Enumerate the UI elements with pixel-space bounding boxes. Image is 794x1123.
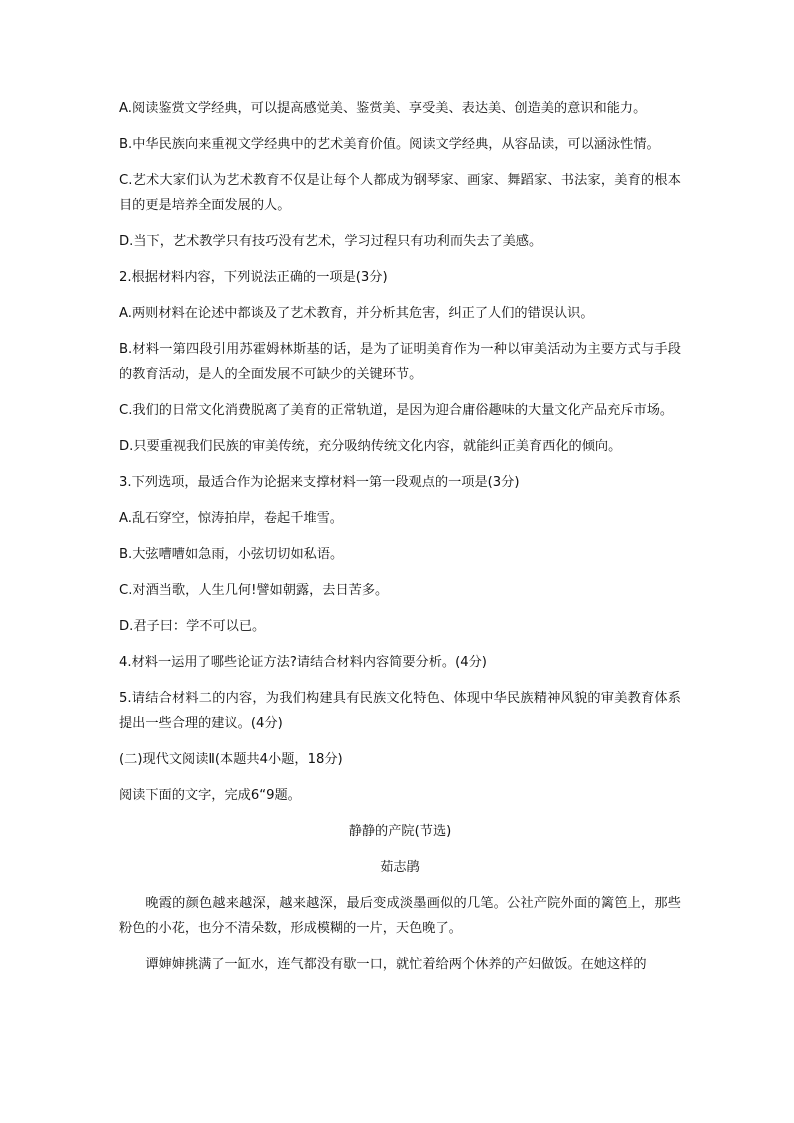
question-5: 5.请结合材料二的内容，为我们构建具有民族文化特色、体现中华民族精神风貌的审美教育体系提出一些合理的建议。(4分) bbox=[119, 691, 681, 731]
section-heading: (二)现代文阅读Ⅱ(本题共4小题，18分) bbox=[119, 752, 343, 767]
passage-paragraph-2: 谭婶婶挑满了一缸水，连气都没有歇一口，就忙着给两个休养的产妇做饭。在她这样的 bbox=[145, 957, 647, 972]
passage-author: 茹志鹃 bbox=[380, 860, 420, 875]
question-2: 2.根据材料内容，下列说法正确的一项是(3分) bbox=[119, 270, 388, 285]
passage-paragraph-1: 晚霞的颜色越来越深，越来越深，最后变成淡墨画似的几笔。公社产院外面的篱笆上，那些粉色的小花，也分不清朵数，形成模糊的一片，天色晚了。 bbox=[119, 896, 681, 936]
question-2-option-b: B.材料一第四段引用苏霍姆林斯基的话，是为了证明美育作为一种以审美活动为主要方式与手段的教育活动，是人的全面发展不可缺少的关键环节。 bbox=[119, 342, 681, 382]
option-a: A.阅读鉴赏文学经典，可以提高感觉美、鉴赏美、享受美、表达美、创造美的意识和能力。 bbox=[119, 101, 647, 116]
option-b: B.中华民族向来重视文学经典中的艺术美育价值。阅读文学经典，从容品读，可以涵泳性情。 bbox=[119, 137, 660, 152]
question-3-option-b: B.大弦嘈嘈如急雨，小弦切切如私语。 bbox=[119, 547, 344, 562]
question-3-option-c: C.对酒当歌，人生几何!譬如朝露，去日苦多。 bbox=[119, 583, 389, 598]
question-4: 4.材料一运用了哪些论证方法?请结合材料内容简要分析。(4分) bbox=[119, 655, 487, 670]
question-2-option-a: A.两则材料在论述中都谈及了艺术教育，并分析其危害，纠正了人们的错误认识。 bbox=[119, 306, 594, 321]
document-page bbox=[119, 96, 681, 988]
question-2-option-c: C.我们的日常文化消费脱离了美育的正常轨道，是因为迎合庸俗趣味的大量文化产品充斥市场。 bbox=[119, 403, 674, 418]
question-2-option-d: D.只要重视我们民族的审美传统，充分吸纳传统文化内容，就能纠正美育西化的倾向。 bbox=[119, 439, 622, 454]
reading-instruction: 阅读下面的文字，完成6“9题。 bbox=[119, 788, 301, 803]
question-3-option-a: A.乱石穿空，惊涛拍岸，卷起千堆雪。 bbox=[119, 511, 343, 526]
passage-title: 静静的产院(节选) bbox=[348, 824, 452, 839]
option-c: C.艺术大家们认为艺术教育不仅是让每个人都成为钢琴家、画家、舞蹈家、书法家，美育的根本目的更是培养全面发展的人。 bbox=[119, 173, 681, 213]
question-3: 3.下列选项，最适合作为论据来支撑材料一第一段观点的一项是(3分) bbox=[119, 475, 520, 490]
question-3-option-d: D.君子曰：学不可以已。 bbox=[119, 619, 266, 634]
option-d: D.当下，艺术教学只有技巧没有艺术，学习过程只有功利而失去了美感。 bbox=[119, 234, 543, 249]
